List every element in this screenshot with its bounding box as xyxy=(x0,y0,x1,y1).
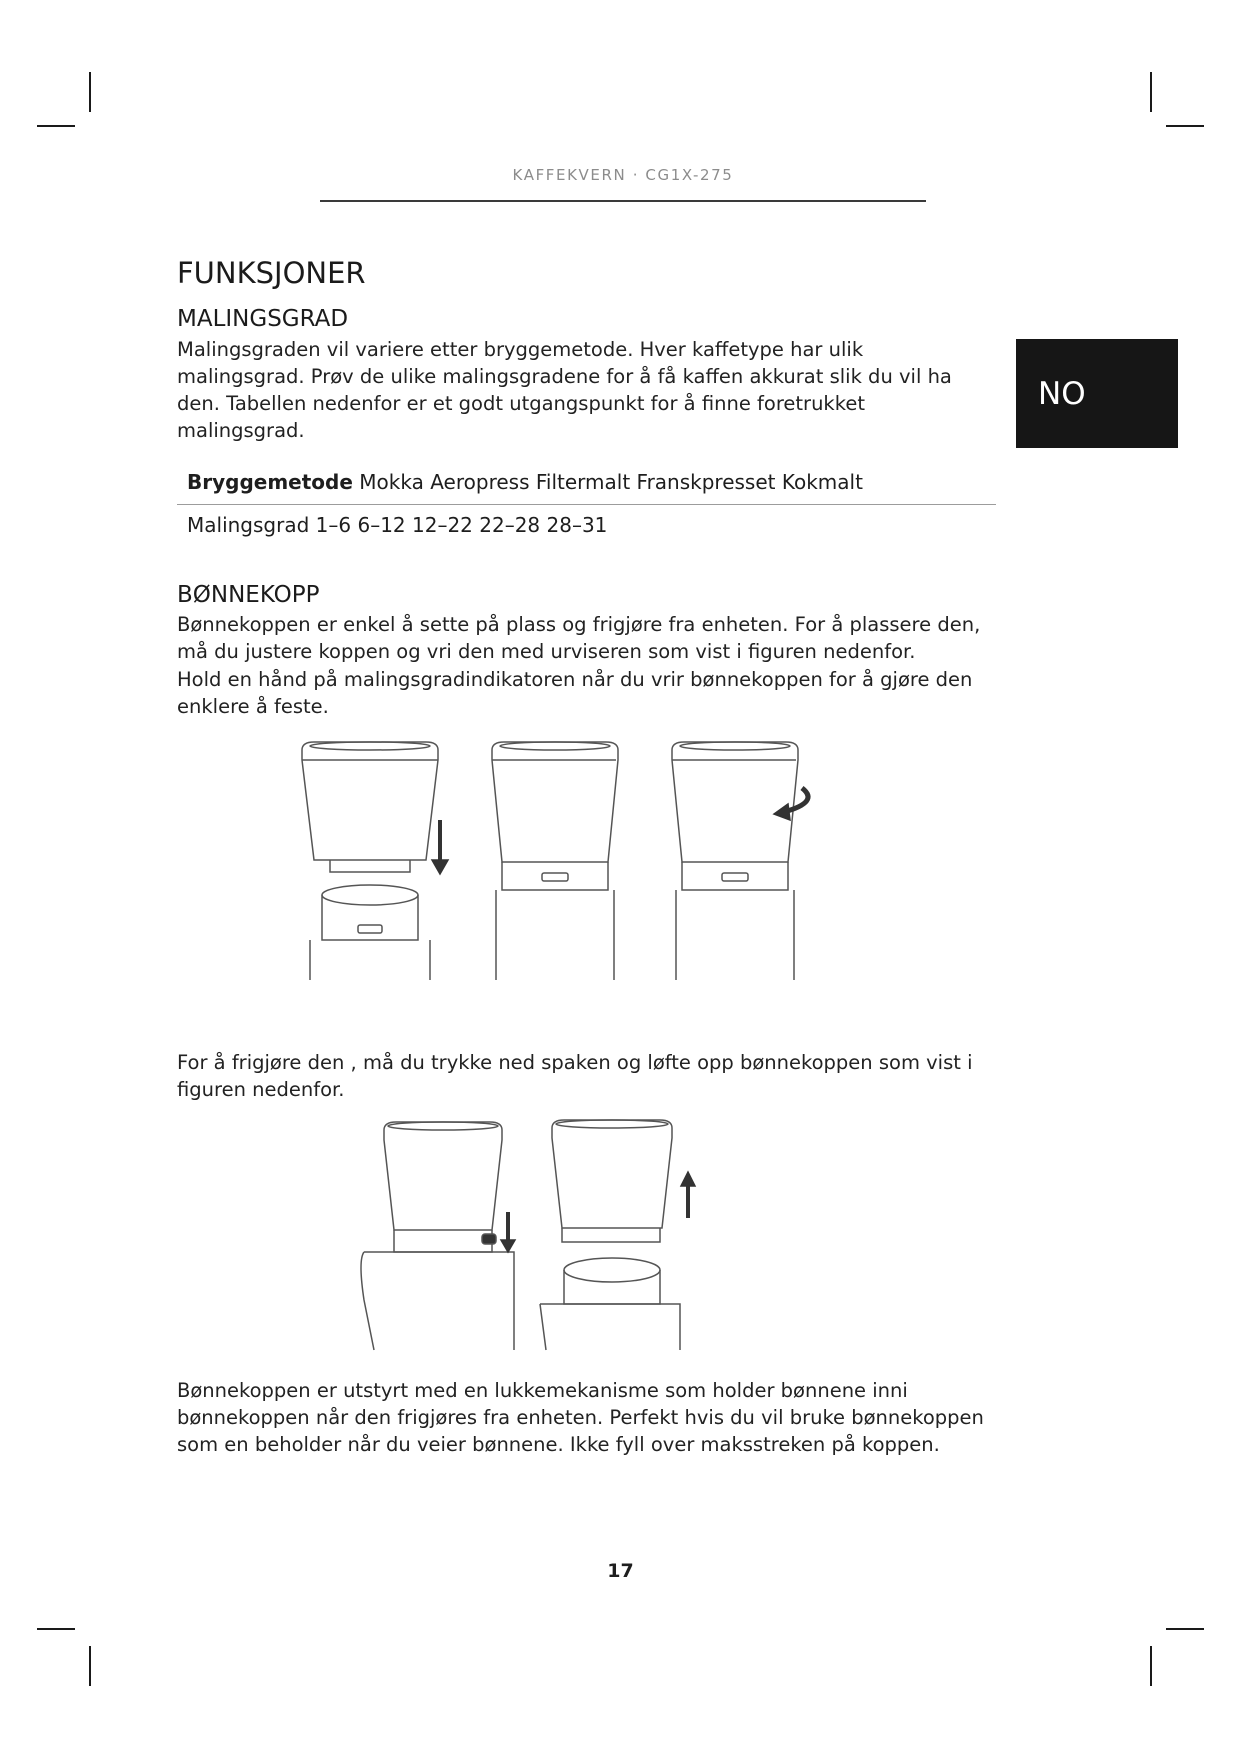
document-header: KAFFEKVERN · CG1X-275 xyxy=(512,166,734,184)
crop-mark xyxy=(1150,1646,1152,1686)
crop-mark xyxy=(89,72,91,112)
crop-mark xyxy=(1150,72,1152,112)
grind-description: Malingsgraden vil variere etter bryggemetode. Hver kaffetype har ulik malingsgrad. Prøv de ulike malingsgradene for å få kaffen akkurat slik du vil ha den. Tabellen nedenfor er et godt utgangspunkt for å finne foretrukket malingsgrad. xyxy=(177,338,952,442)
grinder-lever-pressed xyxy=(361,1122,515,1350)
grind-table-header xyxy=(187,470,863,494)
release-description: For å frigjøre den , må du trykke ned spaken og løfte opp bønnekoppen som vist i figuren nedenfor. xyxy=(177,1051,973,1101)
grinder-step-2 xyxy=(492,742,618,980)
release-figure xyxy=(360,1120,720,1350)
page-number: 17 xyxy=(607,1560,634,1582)
grind-table-values-row xyxy=(187,513,607,537)
grinder-step-1 xyxy=(302,742,448,980)
grind-table-methods: Mokka Aeropress Filtermalt Franskpresset Kokmalt xyxy=(359,470,863,494)
bean-cup-description: Bønnekoppen er enkel å sette på plass og frigjøre fra enheten. For å plassere den, må du justere koppen og vri den med urviseren som vist i figuren nedenfor. xyxy=(177,613,981,663)
crop-mark xyxy=(37,1628,75,1630)
lock-description: Bønnekoppen er utstyrt med en lukkemekanisme som holder bønnene inni bønnekoppen når den frigjøres fra enheten. Perfekt hvis du vil bruke bønnekoppen som en beholder når du veier bønnene. Ikke fyll over maksstreken på koppen. xyxy=(177,1379,984,1456)
grind-title: MALINGSGRAD xyxy=(177,306,349,332)
crop-mark xyxy=(1166,125,1204,127)
grind-table-header-label: Bryggemetode xyxy=(187,470,353,494)
crop-mark xyxy=(89,1646,91,1686)
attach-figure xyxy=(290,740,830,980)
crop-mark xyxy=(1166,1628,1204,1630)
bean-cup-hold-text: Hold en hånd på malingsgradindikatoren når du vrir bønnekoppen for å gjøre den enklere å feste. xyxy=(177,668,973,718)
section-title: FUNKSJONER xyxy=(177,256,366,290)
grind-table-row-label: Malingsgrad xyxy=(187,513,310,537)
grinder-step-3 xyxy=(672,742,808,980)
language-tab-label: NO xyxy=(1038,375,1086,412)
crop-mark xyxy=(37,125,75,127)
table-divider xyxy=(177,504,996,505)
header-divider xyxy=(320,200,926,202)
bean-cup-title: BØNNEKOPP xyxy=(177,582,320,608)
language-tab xyxy=(1016,339,1178,448)
grinder-cup-lifted xyxy=(540,1120,695,1350)
grind-table-values: 1–6 6–12 12–22 22–28 28–31 xyxy=(315,513,608,537)
